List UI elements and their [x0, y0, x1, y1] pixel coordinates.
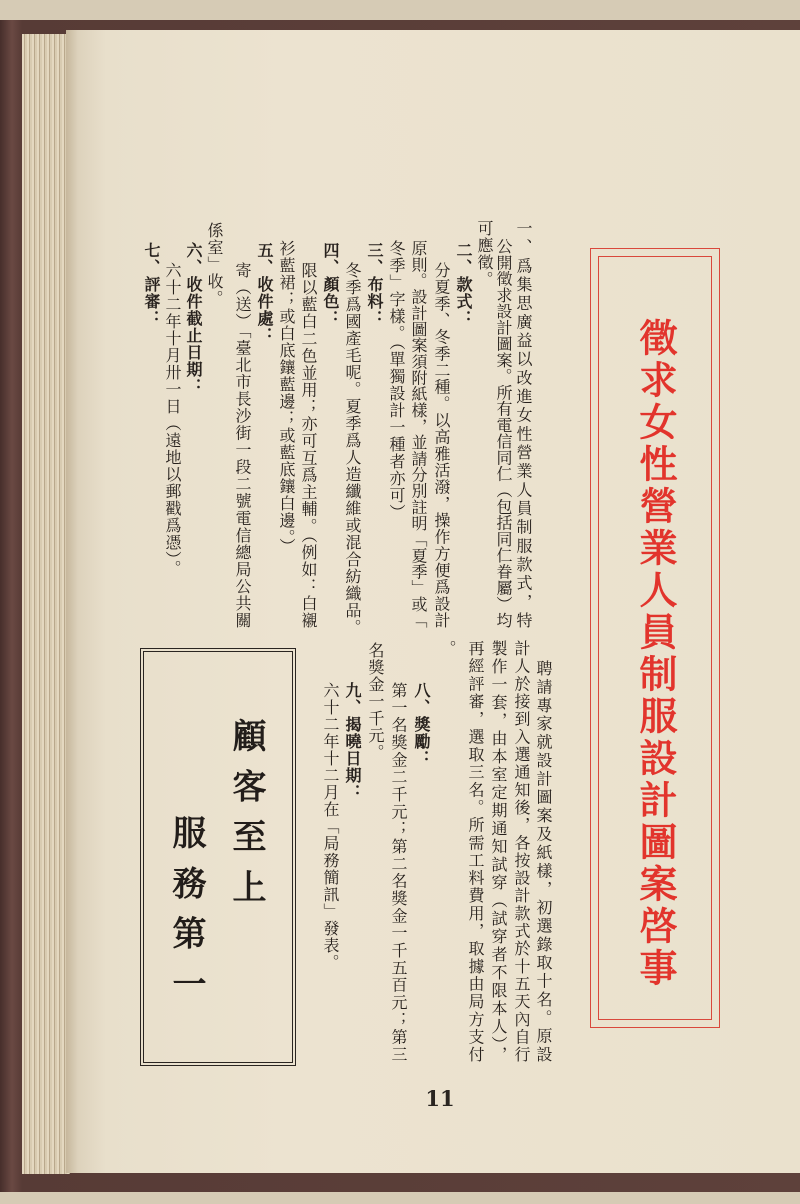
- page-number: 11: [425, 1086, 455, 1111]
- section-5-line-2: 係室」收。: [205, 222, 224, 307]
- section-5-line-1: 寄（送）「臺北市長沙街一段二號電信總局公共關: [233, 262, 252, 628]
- section-1-line-3: 可應徵。: [475, 220, 494, 288]
- section-7-line-2: 計人於接到入選通知後，各按設計款式於十五天內自行: [512, 640, 531, 1062]
- section-2-line-1: 分夏季、冬季二種。以高雅活潑，操作方便爲設計: [432, 262, 451, 628]
- section-1-line-1: 一、爲集思廣益以改進女性營業人員制服款式，特: [514, 220, 533, 628]
- slogan-box: [140, 648, 296, 1066]
- section-2-line-3: 冬季」字樣。（單獨設計一種者亦可）: [387, 240, 406, 521]
- section-2-heading: 二、款式：: [454, 242, 473, 327]
- slogan-line-1: 顧客至上: [226, 718, 266, 903]
- section-3-line-1: 冬季爲國產毛呢。夏季爲人造纖維或混合紡織品。: [343, 262, 362, 636]
- section-9-line-1: 六十二年十二月在「局務簡訊」發表。: [321, 682, 340, 971]
- section-7-line-4: 再經評審，選取三名。所需工料費用，取據由局方支付: [466, 640, 485, 1062]
- section-6-line-1: 六十二年十月卅一日（遠地以郵戳爲憑）。: [163, 262, 182, 577]
- section-8-heading: 八、獎勵：: [412, 682, 431, 767]
- section-6-heading: 六、收件截止日期：: [184, 242, 203, 395]
- section-7-line-3: 製作一套，由本室定期通知試穿（試穿者不限本人），: [489, 640, 508, 1062]
- section-4-line-2: 衫藍裙；或白底鑲藍邊；或藍底鑲白邊。）: [277, 240, 296, 555]
- notice-title: 徵求女性營業人員制服設計圖案啓事: [633, 318, 678, 986]
- section-7-line-1: 聘請專家就設計圖案及紙樣，初選錄取十名。原設: [534, 660, 553, 1062]
- section-4-heading: 四、顏色：: [321, 242, 340, 327]
- section-8-line-1: 第一名獎金二千元；第二名獎金一千五百元；第三: [389, 682, 408, 1062]
- section-5-heading: 五、收件處：: [255, 242, 274, 344]
- slogan-line-2: 服務第一: [166, 815, 206, 1000]
- section-4-line-1: 限以藍白二色並用；亦可互爲主輔。（例如：白襯: [299, 262, 318, 628]
- section-1-line-2: 公開徵求設計圖案。所有電信同仁（包括同仁眷屬）均: [494, 238, 513, 628]
- section-8-line-2: 名獎金一千元。: [366, 642, 385, 761]
- section-2-line-2: 原則。設計圖案須附紙樣，並請分別註明「夏季」或「: [409, 240, 428, 628]
- section-3-heading: 三、布料：: [365, 242, 384, 327]
- section-9-heading: 九、揭曉日期：: [343, 682, 362, 801]
- section-7-line-5: 。: [438, 640, 457, 657]
- section-7-heading: 七、評審：: [142, 242, 161, 327]
